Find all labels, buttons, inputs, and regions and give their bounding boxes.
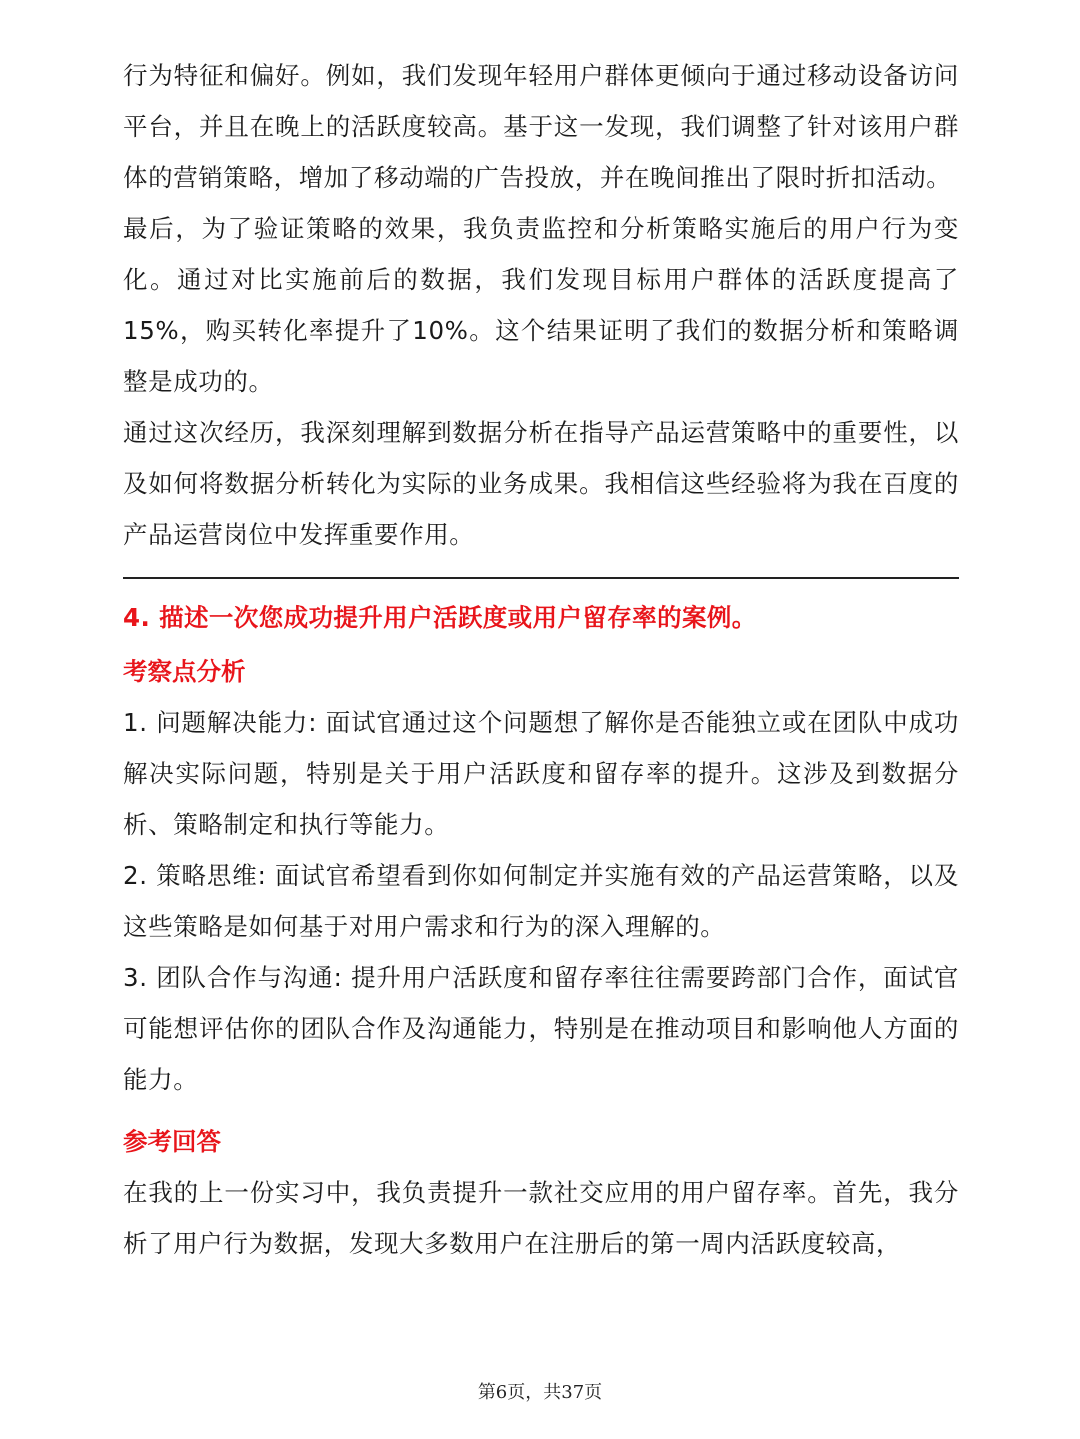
analysis-heading: 考察点分析: [123, 657, 246, 686]
section-divider: [123, 577, 959, 579]
question-title: 4. 描述一次您成功提升用户活跃度或用户留存率的案例。: [123, 603, 757, 632]
analysis-item: 3. 团队合作与沟通: 提升用户活跃度和留存率往往需要跨部门合作，面试官可能想评估你的团队合作及沟通能力，特别是在推动项目和影响他人方面的能力。: [123, 963, 959, 1094]
body-paragraph: 最后，为了验证策略的效果，我负责监控和分析策略实施后的用户行为变化。通过对比实施前后的数据，我们发现目标用户群体的活跃度提高了15%，购买转化率提升了10%。这个结果证明了我们的数据分析和策略调整是成功的。: [123, 214, 959, 396]
answer-heading: 参考回答: [123, 1127, 221, 1156]
analysis-item: 2. 策略思维: 面试官希望看到你如何制定并实施有效的产品运营策略，以及这些策略是如何基于对用户需求和行为的深入理解的。: [123, 861, 959, 941]
answer-paragraph: 在我的上一份实习中，我负责提升一款社交应用的用户留存率。首先，我分析了用户行为数据，发现大多数用户在注册后的第一周内活跃度较高，: [123, 1178, 959, 1258]
page-footer: 第6页，共37页: [477, 1382, 603, 1403]
document-page: [123, 50, 959, 1269]
analysis-item: 1. 问题解决能力: 面试官通过这个问题想了解你是否能独立或在团队中成功解决实际问题，特别是关于用户活跃度和留存率的提升。这涉及到数据分析、策略制定和执行等能力。: [123, 708, 959, 839]
body-paragraph: 通过这次经历，我深刻理解到数据分析在指导产品运营策略中的重要性，以及如何将数据分析转化为实际的业务成果。我相信这些经验将为我在百度的产品运营岗位中发挥重要作用。: [123, 418, 959, 549]
body-paragraph: 行为特征和偏好。例如，我们发现年轻用户群体更倾向于通过移动设备访问平台，并且在晚上的活跃度较高。基于这一发现，我们调整了针对该用户群体的营销策略，增加了移动端的广告投放，并在晚间推出了限时折扣活动。: [123, 61, 959, 192]
